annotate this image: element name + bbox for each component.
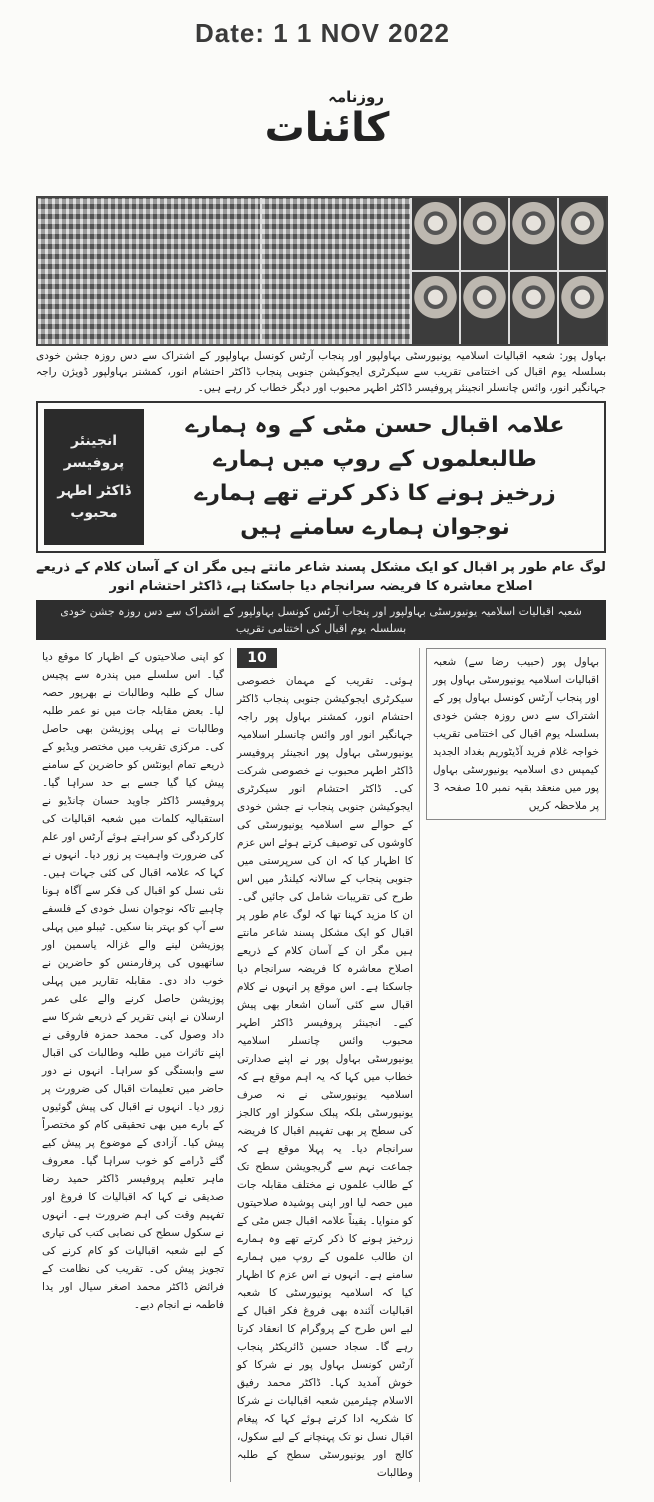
clipping-date: Date: 1 1 NOV 2022 — [195, 18, 451, 48]
headline-line-2: زرخیز ہونے کا ذکر کرتے تھے ہمارے نوجوان ہمارے سامنے ہیں — [194, 481, 556, 540]
speaker-photo — [510, 272, 557, 344]
speaker-title: انجینئر پروفیسر — [63, 433, 125, 471]
speakers-photo-grid — [412, 198, 606, 344]
audience-photo — [38, 198, 262, 344]
headline — [152, 409, 598, 545]
speaker-photo — [412, 272, 459, 344]
masthead-name: کائنات — [264, 105, 390, 151]
headline-box — [36, 401, 606, 553]
audience-photo — [262, 198, 412, 344]
masthead-daily: روزنامہ — [328, 88, 384, 106]
headline-speaker-box — [44, 409, 144, 545]
speaker-photo — [412, 198, 459, 270]
speaker-name: ڈاکٹر اطہر محبوب — [57, 483, 131, 521]
badge-row — [237, 648, 413, 672]
headline-line-1: علامہ اقبال حسن مٹی کے وہ ہمارے طالبعلموں کے روپ میں ہمارے — [185, 413, 565, 472]
speaker-photo — [559, 198, 606, 270]
article-column-left — [36, 648, 230, 1314]
subheadline: لوگ عام طور پر اقبال کو ایک مشکل پسند شاعر مانتے ہیں مگر ان کے آسان کلام کے ذریعے اصلاح معاشرہ کا فریضہ سرانجام دیا جاسکتا ہے، ڈاکٹر احتشام انور — [36, 560, 606, 594]
article-column-right-wrap — [420, 648, 606, 820]
article-text: بہاول پور (حبیب رضا سے) شعبہ اقبالیات اسلامیہ یونیورسٹی بہاول پور اور پنجاب آرٹس کونسل بہاول پور کے اشتراک سے دس روزہ جشن خودی بسلسلہ یوم اقبال کی اختتامی تقریب خواجہ غلام فرید آڈیٹوریم بغداد الجدید کیمپس دی اسلامیہ یونیورسٹی بہاول پور میں منعقد بقیہ نمبر 10 صفحہ 3 پر ملاحظہ کریں — [433, 656, 599, 812]
article-text: کو اپنی صلاحیتوں کے اظہار کا موقع دیا گیا۔ اس سلسلے میں پندرہ سے پچیس سال کے طلبہ وطالبات نے بھرپور حصہ لیا۔ بعض مقابلہ جات میں نو عمر طلبہ وطالبات نے پہلی پوزیشن بھی حاصل کی۔ مرکزی تقریب میں مختصر ویڈیو کے ذریعے تمام ایونٹس کو حاضرین کے سامنے پیش کیا گیا جسے بے حد سراہا گیا۔ پروفیسر ڈاکٹر جاوید حسان چانڈیو نے استقبالیہ کلمات میں شعبہ اقبالیات کی کارکردگی کو سراہتے ہوئے آرٹس اور علم کی ضرورت واہمیت پر زور دیا۔ انہوں نے کہا کہ علامہ اقبال کی کئی جہات ہیں۔ نئی نسل کو اقبال کی فکر سے آگاہ ہونا چاہیے تاکہ نوجوان نسل خودی کے فلسفے سے آپ کو بہتر بنا سکیں۔ ٹیبلو میں پہلی پوزیشن لینے والے غزالہ یاسمین اور ساتھیوں کی پرفارمنس کو حاضرین نے خوب داد دی۔ مقابلہ تقاریر میں پہلی پوزیشن حاصل کرنے والے علی عمر ارسلان نے اپنی تقریر کے ذریعے شرکا سے داد وصول کی۔ محمد حمزہ فاروقی نے اپنے تاثرات میں طلبہ وطالبات کی اقبال سے وابستگی کو سراہا۔ انہوں نے دور حاضر میں تعلیمات اقبال کی ضرورت پر زور دیا۔ انہوں نے اقبال کی پیش گوئیوں کے بارے میں بھی تحقیقی کام کو مختصراً پیش کیا۔ آزادی کے موضوع پر پیش کیے گئے ڈرامے کو خوب سراہا گیا۔ معروف ماہر تعلیم پروفیسر ڈاکٹر حمید رضا صدیقی نے کہا کہ اقبالیات کا فروغ اور تفہیم وقت کی اہم ضرورت ہے۔ انہوں نے سکول سطح کی نصابی کتب کی تیاری کے لیے شعبہ اقبالیات کو کام کرنے کی تجویز پیش کی۔ تقریب کی نظامت کے فرائض ڈاکٹر محمد اصغر سیال اور یدا فاطمہ نے انجام دیے۔ — [42, 651, 224, 1311]
page-number-badge: 10 — [237, 648, 277, 668]
newspaper-masthead — [262, 88, 392, 150]
article-text: ہوئی۔ تقریب کے مہمان خصوصی سیکرٹری ایجوکیشن جنوبی پنجاب ڈاکٹر احتشام انور، کمشنر بہاول پور راجہ جہانگیر انور اور وائس چانسلر اسلامیہ یونیورسٹی بہاول پور انجینئر پروفیسر ڈاکٹر اطہر محبوب نے خصوصی شرکت کی۔ ڈاکٹر احتشام انور سیکرٹری ایجوکیشن جنوبی پنجاب نے جشن خودی کے حوالے سے اسلامیہ یونیورسٹی کی کاوشوں کی توصیف کرتے ہوئے اس عزم کا اظہار کیا کہ ان کی سرپرستی میں جنوبی پنجاب کے سالانہ کیلنڈر میں اس طرح کی تقریبات شامل کی جائیں گی۔ ان کا مزید کہنا تھا کہ لوگ عام طور پر اقبال کو ایک مشکل پسند شاعر مانتے ہیں مگر ان کے آسان کلام کے ذریعے اصلاح معاشرہ کا فریضہ سرانجام دیا جاسکتا ہے۔ اس موقع پر انہوں نے کلام اقبال سے کئی آسان اشعار بھی پیش کیے۔ انجینئر پروفیسر ڈاکٹر اطہر محبوب وائس چانسلر اسلامیہ یونیورسٹی بہاول پور نے اپنے صدارتی خطاب میں کہا کہ یہ اہم موقع ہے کہ اسلامیہ یونیورسٹی نے نہ صرف یونیورسٹی بلکہ پبلک سکولز اور کالجز کی سطح پر بھی تفہیم اقبال کا فریضہ سرانجام دیا۔ یہ پہلا موقع ہے کہ جماعت نہم سے گریجویشن سطح تک کے طالب علموں نے مختلف مقابلہ جات میں حصہ لیا اور اپنی پوشیدہ صلاحیتوں کو منوایا۔ یقیناً علامہ اقبال جس مٹی کے زرخیز ہونے کا ذکر کرتے تھے وہ ہمارے ان طالب علموں کے روپ میں ہمارے سامنے ہے۔ انہوں نے اس عزم کا اظہار کیا کہ اسلامیہ یونیورسٹی کا شعبہ اقبالیات آئندہ بھی فروغ فکر اقبال کے لیے اس طرح کے پروگرام کا انعقاد کرتا رہے گا۔ سجاد حسین ڈائریکٹر پنجاب آرٹس کونسل بہاول پور نے شرکا کو خوش آمدید کہا۔ ڈاکٹر محمد رفیق الاسلام چیئرمین شعبہ اقبالیات نے شرکا کا شکریہ ادا کرتے ہوئے کہا کہ پیغام اقبال نسل نو تک پہنچانے کے لیے سکول، کالج اور یونیورسٹی سطح کے طلبہ وطالبات — [237, 675, 413, 1479]
photo-caption: بہاول پور: شعبہ اقبالیات اسلامیہ یونیورسٹی بہاولپور اور پنجاب آرٹس کونسل بہاولپور کے اشتراک سے دس روزہ جشن خودی بسلسلہ یوم اقبال کی اختتامی تقریب سے سیکرٹری ایجوکیشن جنوبی پنجاب ڈاکٹر احتشام انور، کمشنر بہاولپور ڈویژن راجہ جہانگیر انور، وائس چانسلر انجینئر پروفیسر ڈاکٹر اطہر محبوب اور دیگر خطاب کر رہے ہیں۔ — [36, 350, 606, 394]
article-column-middle — [230, 648, 420, 1482]
speaker-photo — [510, 198, 557, 270]
section-banner: شعبہ اقبالیات اسلامیہ یونیورسٹی بہاولپور اور پنجاب آرٹس کونسل بہاولپور کے اشتراک سے دس روزہ جشن خودی بسلسلہ یوم اقبال کی اختتامی تقریب — [36, 600, 606, 640]
speaker-photo — [559, 272, 606, 344]
article-column-right — [426, 648, 606, 820]
news-photo-strip — [36, 196, 608, 346]
article-columns — [36, 648, 606, 1482]
speaker-photo — [461, 272, 508, 344]
speaker-photo — [461, 198, 508, 270]
article-area — [36, 348, 606, 1502]
